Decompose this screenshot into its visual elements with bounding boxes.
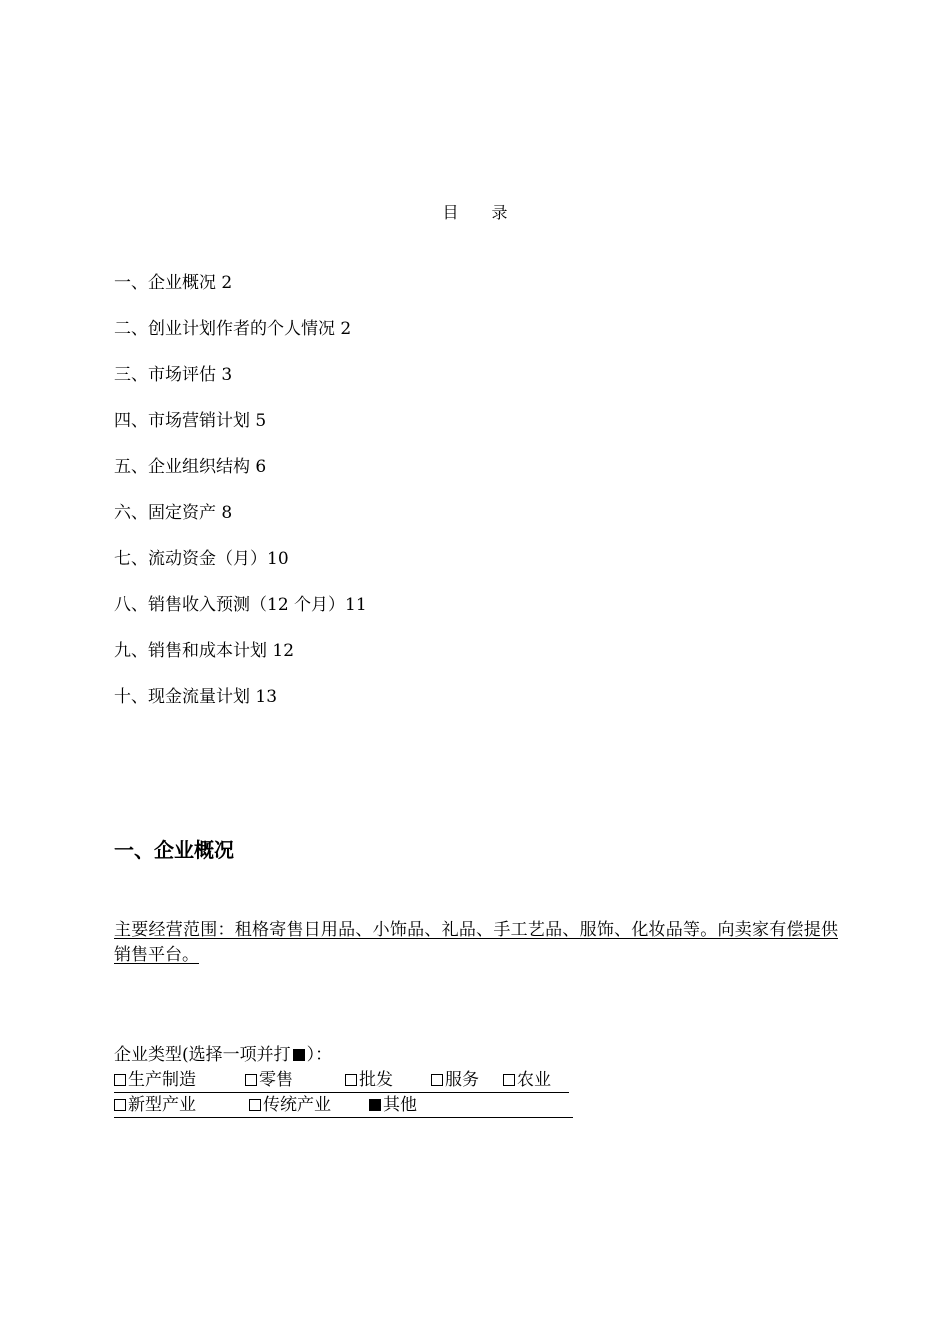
toc-item: 四、市场营销计划 5 — [114, 411, 267, 431]
toc-item: 八、销售收入预测（12 个月）11 — [114, 595, 367, 615]
option-other[interactable] — [369, 1093, 417, 1118]
toc-item: 五、企业组织结构 6 — [114, 457, 267, 477]
section-heading: 一、企业概况 — [114, 838, 234, 862]
option-label: 生产制造 — [128, 1070, 196, 1090]
business-scope-text: 主要经营范围：租格寄售日用品、小饰品、礼品、手工艺品、服饰、化妆品等。向卖家有偿提供销售平台。 — [114, 920, 838, 965]
toc-item: 二、创业计划作者的个人情况 2 — [114, 319, 352, 339]
option-label: 新型产业 — [128, 1095, 196, 1115]
enterprise-type-block — [114, 1043, 573, 1118]
checkbox-checked-icon[interactable] — [369, 1099, 381, 1111]
checkbox-icon[interactable] — [245, 1074, 257, 1086]
checkbox-icon[interactable] — [114, 1099, 126, 1111]
option-label: 零售 — [259, 1070, 293, 1090]
type-label-suffix: ）： — [306, 1045, 333, 1065]
checkbox-icon[interactable] — [503, 1074, 515, 1086]
option-label: 传统产业 — [263, 1095, 331, 1115]
toc-item: 一、企业概况 2 — [114, 273, 233, 293]
option-label: 其他 — [383, 1095, 417, 1115]
option-label: 服务 — [445, 1070, 479, 1090]
option-service[interactable] — [431, 1068, 503, 1093]
toc-title: 目 录 — [442, 203, 522, 222]
option-wholesale[interactable] — [345, 1068, 431, 1093]
toc-item: 十、现金流量计划 13 — [114, 687, 278, 707]
option-traditional-industry[interactable] — [249, 1093, 369, 1118]
toc-item: 九、销售和成本计划 12 — [114, 641, 295, 661]
checkbox-icon[interactable] — [431, 1074, 443, 1086]
toc-item: 六、固定资产 8 — [114, 503, 233, 523]
toc-item: 三、市场评估 3 — [114, 365, 233, 385]
option-new-industry[interactable] — [114, 1093, 249, 1118]
checkbox-icon[interactable] — [345, 1074, 357, 1086]
checkbox-icon[interactable] — [114, 1074, 126, 1086]
option-label: 批发 — [359, 1070, 393, 1090]
filled-square-icon — [293, 1049, 305, 1061]
toc-list — [114, 270, 367, 730]
option-manufacturing[interactable] — [114, 1068, 245, 1093]
type-options-row-2 — [114, 1093, 573, 1118]
type-options-row-1 — [114, 1068, 569, 1093]
option-retail[interactable] — [245, 1068, 345, 1093]
option-agriculture[interactable] — [503, 1068, 551, 1093]
toc-item: 七、流动资金（月）10 — [114, 549, 289, 569]
enterprise-type-label — [114, 1043, 573, 1068]
checkbox-icon[interactable] — [249, 1099, 261, 1111]
option-label: 农业 — [517, 1070, 551, 1090]
type-label-prefix: 企业类型(选择一项并打 — [114, 1045, 291, 1065]
